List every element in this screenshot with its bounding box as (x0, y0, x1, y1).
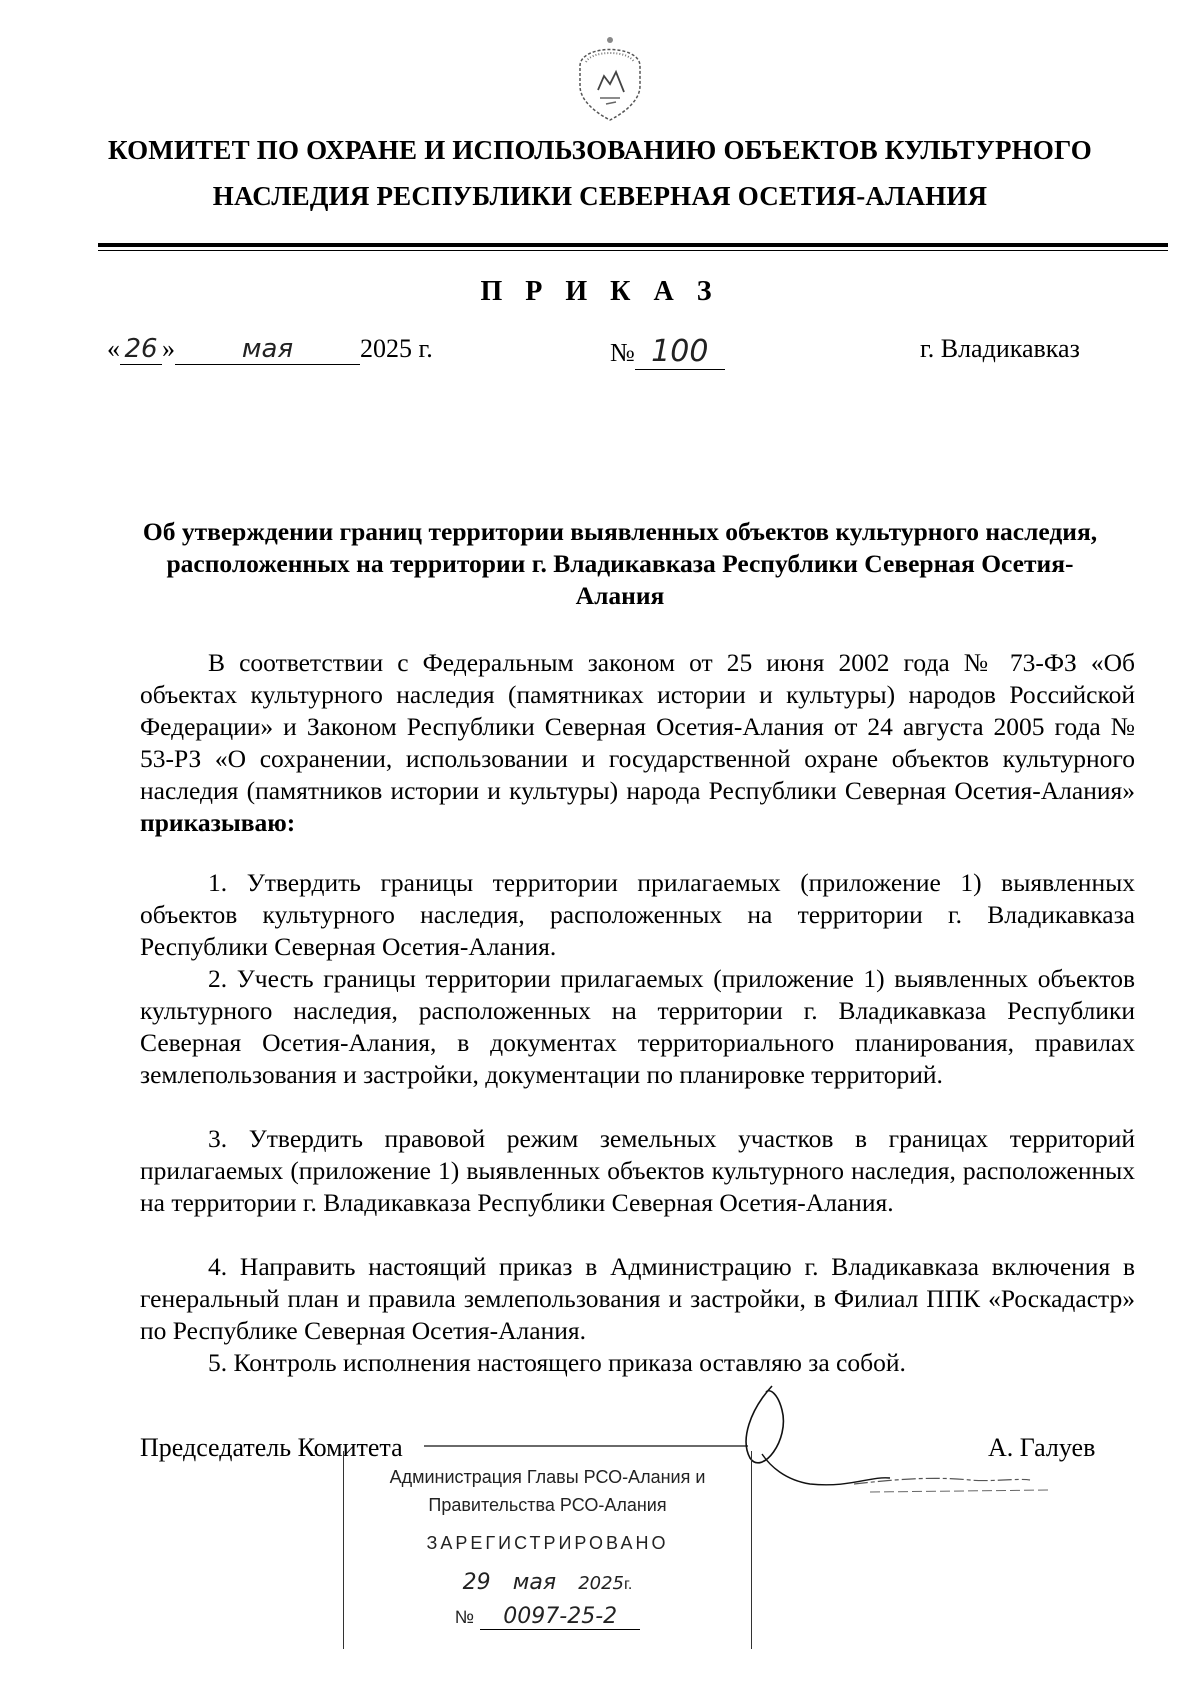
signatory-name: А. Галуев (988, 1433, 1096, 1462)
header-divider-thick (98, 243, 1168, 247)
date-year: 2025 г. (360, 334, 433, 363)
stamp-authority-line2: Правительства РСО-Алания (428, 1495, 667, 1515)
stamp-number-value: 0097-25-2 (480, 1604, 640, 1630)
stamp-number-sign: № (454, 1607, 475, 1627)
order-item-3: 3. Утвердить правовой режим земельных участков в границах территорий прилагаемых (приложение 1) выявленных объектов культурного наследия, расположенных на территории г. Владикавказа Республики Северная Осетия-Алания. (140, 1124, 1135, 1217)
order-item-5: 5. Контроль исполнения настоящего приказа оставляю за собой. (208, 1348, 906, 1377)
city: г. Владикавказ (920, 334, 1080, 363)
preamble (140, 647, 1135, 839)
stamp-date (344, 1569, 751, 1595)
stamp-date-month: мая (512, 1570, 557, 1595)
order-item-4: 4. Направить настоящий приказ в Администрацию г. Владикавказа включения в генеральный план и правила землепользования и застройки, в Филиал ППК «Роскадастр» по Республике Северная Осетия-Алания. (140, 1252, 1135, 1345)
organization-name-line1: КОМИТЕТ ПО ОХРАНЕ И ИСПОЛЬЗОВАНИЮ ОБЪЕКТОВ КУЛЬТУРНОГО (107, 135, 1092, 165)
date-open-quote: « (107, 334, 120, 363)
order-item-2: 2. Учесть границы территории прилагаемых (приложение 1) выявленных объектов культурного наследия, расположенных на территории г. Владикавказа Республики Северная Осетия-Алания, в документах территориального планирования, правилах землепользования и застройки, документации по планировке территорий. (140, 964, 1135, 1089)
stamp-authority-line1: Администрация Главы РСО-Алания и (389, 1467, 706, 1487)
stamp-year-suffix: г. (624, 1576, 633, 1593)
order-word: приказываю: (140, 808, 296, 837)
stamp-date-day: 29 (462, 1570, 491, 1595)
number-sign: № (610, 338, 635, 367)
order-number (610, 334, 725, 370)
stamp-status: ЗАРЕГИСТРИРОВАНО (426, 1533, 669, 1553)
signatory-position: Председатель Комитета (140, 1433, 403, 1462)
coat-of-arms-emblem (570, 32, 650, 124)
stamp-reg-number (344, 1603, 751, 1630)
date-month: мая (175, 334, 360, 365)
order-item-1: 1. Утвердить границы территории прилагаемых (приложение 1) выявленных объектов культурного наследия, расположенных на территории г. Владикавказа Республики Северная Осетия-Алания. (140, 868, 1135, 961)
order-date (107, 334, 433, 365)
organization-name-line2: НАСЛЕДИЯ РЕСПУБЛИКИ СЕВЕРНАЯ ОСЕТИЯ-АЛАНИЯ (212, 181, 988, 211)
date-close-quote: » (162, 334, 175, 363)
number-value: 100 (635, 334, 725, 370)
stamp-date-year: 2025 (578, 1573, 625, 1594)
preamble-text: В соответствии с Федеральным законом от 25 июня 2002 года № 73-ФЗ «Об объектах культурного наследия (памятниках истории и культуры) народов Российской Федерации» и Законом Республики Северная Осетия-Алания от 24 августа 2005 года № 53-РЗ «О сохранении, использовании и государственной охране объектов культурного наследия (памятников истории и культуры) народа Республики Северная Осетия-Алания» (140, 648, 1135, 805)
header-divider-thin (98, 250, 1168, 251)
document-type: П Р И К А З (480, 276, 720, 307)
registration-stamp (343, 1451, 752, 1649)
document-title: Об утверждении границ территории выявленных объектов культурного наследия, расположенных на территории г. Владикавказа Республики Северная Осетия-Алания (142, 517, 1098, 610)
date-day: 26 (120, 334, 162, 365)
